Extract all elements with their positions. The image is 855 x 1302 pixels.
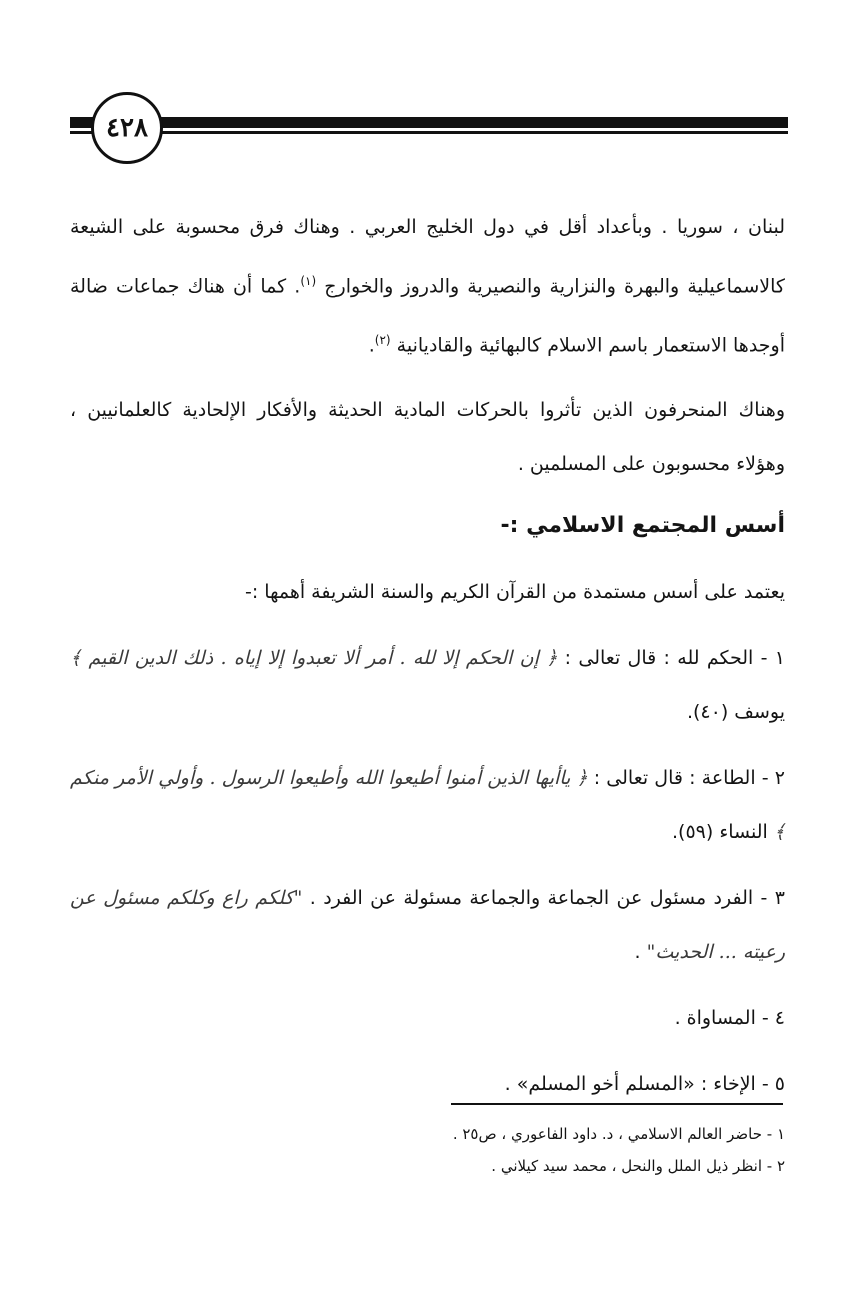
header-rule [150,117,788,128]
section-heading: أسس المجتمع الاسلامي :- [500,512,785,538]
item-label: المساواة . [674,1006,756,1029]
header-rule-thin [150,131,788,134]
item-quote: "كلكم راع وكلكم مسئول عن رعيته ... الحديث" [70,886,785,963]
item-label: الفرد مسئول عن الجماعة والجماعة مسئولة عن الفرد . [309,886,754,909]
body-text [70,200,785,1111]
item-label: الطاعة : قال تعالى : [593,766,756,789]
paragraph-1b-text: كما أن هناك جماعات ضالة أوجدها الاستعمار باسم الاسلام كالبهائية والقاديانية [70,275,785,357]
item-number: ٣ [774,886,785,909]
item-number: ٤ [774,1006,785,1029]
footnote-ref-2: (٢) [374,333,391,348]
footnote-2: ٢ - انظر ذيل الملل والنحل ، محمد سيد كيلاني . [491,1157,785,1175]
list-item: ٢ - الطاعة : قال تعالى : ﴿ ياأيها الذين أمنوا أطيعوا الله وأطيعوا الرسول . وأولي الأمر منكم ﴾ النساء (٥٩). [70,766,785,843]
footnotes [453,1118,785,1182]
footnote-divider [451,1103,783,1105]
list-item: ٤ - المساواة . [674,1006,785,1029]
page-number: ٤٢٨ [91,92,163,164]
item-ref: . [504,1072,511,1095]
item-label: الإخاء : [700,1072,756,1095]
item-number: ١ [774,646,786,669]
list-item: ٣ - الفرد مسئول عن الجماعة والجماعة مسئولة عن الفرد . "كلكم راع وكلكم مسئول عن رعيته ... الحديث" . [70,886,785,963]
item-quote: «المسلم أخو المسلم» [516,1072,695,1095]
paragraph-2: وهناك المنحرفون الذين تأثروا بالحركات المادية الحديثة والأفكار الإلحادية كالعلمانيين ، وهؤلاء محسوبون على المسلمين . [70,398,785,475]
item-ref: . [634,940,641,963]
paragraph-1: لبنان ، سوريا . وبأعداد أقل في دول الخليج العربي . وهناك فرق محسوبة على الشيعة كالاسماعيلية والبهرة والنزارية والنصيرية والدروز والخوارج $^{(١)}$. كما أن هناك جماعات ضالة أوجدها الاستعمار باسم الاسلام كالبهائية والقاديانية $^{(٢)}$. [70,216,785,357]
intro-text: يعتمد على أسس مستمدة من القرآن الكريم والسنة الشريفة أهمها :- [245,580,785,603]
list-item: ١ - الحكم لله : قال تعالى : ﴿ إن الحكم إلا لله . أمر ألا تعبدوا إلا إياه . ذلك الدين القيم ﴾ يوسف (٤٠). [70,646,786,723]
paragraph-1-text: لبنان ، سوريا . وبأعداد أقل في دول الخليج العربي . وهناك فرق محسوبة على الشيعة كالاسماعيلية والبهرة والنزارية والنصيرية والدروز والخوارج [70,216,785,298]
item-number: ٢ [774,766,785,789]
item-label: الحكم لله : قال تعالى : [564,646,754,669]
item-quote: ﴿ إن الحكم إلا لله . أمر ألا تعبدوا إلا إياه . ذلك الدين القيم ﴾ [70,646,558,669]
footnote-1: ١ - حاضر العالم الاسلامي ، د. داود الفاعوري ، ص٢٥ . [452,1125,785,1143]
footnote-ref-1: (١) [300,274,317,288]
list-item: ٥ - الإخاء : «المسلم أخو المسلم» . [504,1072,785,1095]
item-number: ٥ [774,1072,785,1095]
item-ref: النساء (٥٩). [672,820,768,843]
item-quote: ﴿ ياأيها الذين أمنوا أطيعوا الله وأطيعوا الرسول . وأولي الأمر منكم ﴾ [70,766,785,843]
page-header [0,0,855,190]
item-ref: يوسف (٤٠). [686,700,785,723]
